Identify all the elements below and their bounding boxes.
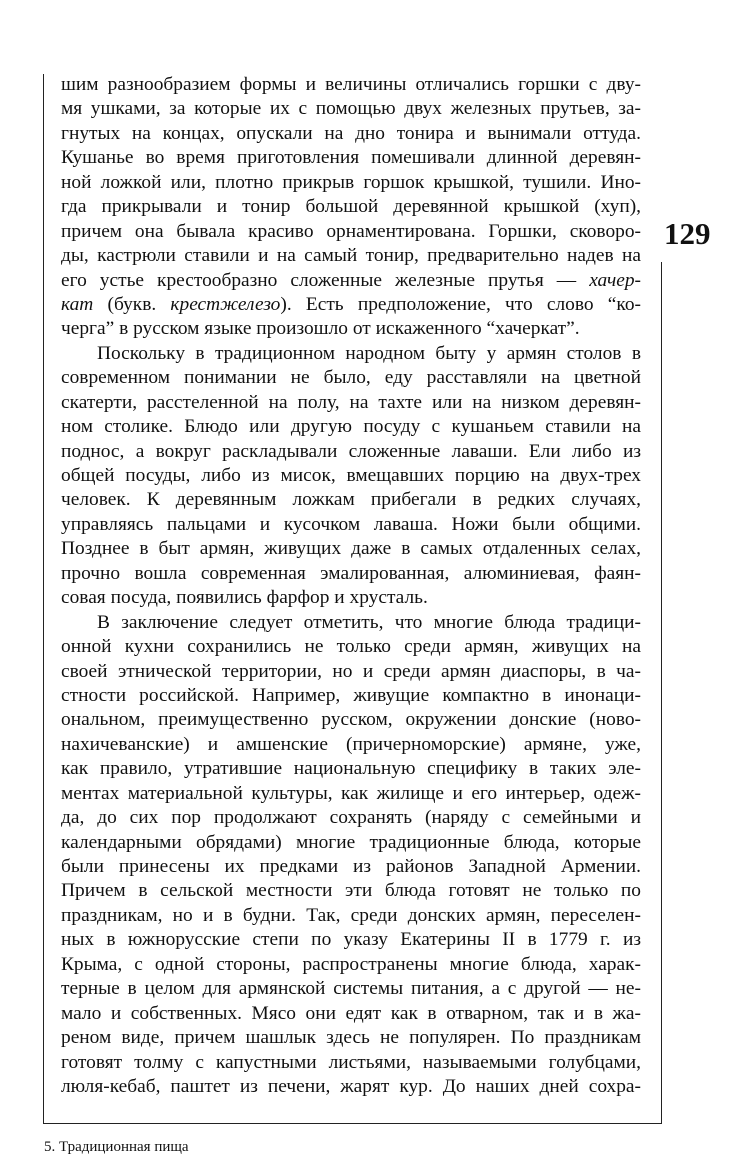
text-line: гда прикрывали и тонир большой деревянной крышкой (хуп), (61, 196, 641, 218)
text-line: онной кухни сохранились не только среди армян, живущих на (61, 636, 641, 658)
running-footer: 5. Традиционная пища (44, 1139, 189, 1155)
text-line: черга” в русском языке произошло от искаженного “хачеркат”. (61, 318, 580, 340)
text-line: праздникам, но и в будни. Так, среди донских армян, переселен- (61, 904, 641, 926)
text-line: Позднее в быт армян, живущих даже в самых отдаленных селах, (61, 538, 641, 560)
page-frame-right-rule (661, 262, 662, 1124)
text-line: шим разнообразием формы и величины отличались горшки с дву- (61, 74, 641, 95)
text-line: современном понимании не было, еду расставляли на цветной (61, 367, 641, 389)
text-line: ды, кастрюли ставили и на самый тонир, предварительно надев на (61, 245, 641, 267)
page-frame-left-rule (43, 74, 44, 1124)
text-line: да, до сих пор продолжают сохранять (наряду с семейными и (61, 807, 641, 829)
text-line: причем она бывала красиво орнаментирована. Горшки, сковоро- (61, 220, 641, 242)
text-line: поднос, а вокруг раскладывали сложенные лаваши. Ели либо из (61, 440, 641, 462)
page-number: 129 (664, 216, 711, 251)
text-line: Поскольку в традиционном народном быту у армян столов в (97, 342, 641, 364)
text-line: Причем в сельской местности эти блюда готовят не только по (61, 880, 641, 902)
text-line: люля-кебаб, паштет из печени, жарят кур. До наших дней сохра- (61, 1075, 641, 1097)
text-line: своей этнической территории, но и среди армян диаспоры, в ча- (61, 660, 641, 682)
text-line: терные в целом для армянской системы питания, а с другой — не- (61, 978, 641, 1000)
text-line: стности российской. Например, живущие компактно в инонаци- (61, 684, 641, 706)
text-line: В заключение следует отметить, что многие блюда традици- (97, 611, 641, 633)
text-line: ментах материальной культуры, как жилище и его интерьер, одеж- (61, 782, 641, 804)
text-line: кат (букв. крестжелезо). Есть предположение, что слово “ко- (61, 293, 641, 315)
text-line: общей посуды, либо из мисок, вмещавших порцию на двух-трех (61, 465, 641, 486)
text-line: ной ложкой или, плотно прикрыв горшок крышкой, тушили. Ино- (61, 171, 641, 193)
text-line: Кушанье во время приготовления помешивали длинной деревян- (61, 147, 641, 169)
text-line: ных в южнорусские степи по указу Екатерины II в 1779 г. из (61, 929, 641, 951)
text-line: совая посуда, появились фарфор и хрусталь. (61, 587, 428, 609)
text-line: ональном, преимущественно русском, окружении донские (ново- (61, 709, 641, 731)
text-line: мя ушками, за которые их с помощью двух железных прутьев, за- (61, 98, 641, 120)
text-line: были принесены их предками из районов Западной Армении. (61, 856, 641, 877)
body-text (61, 73, 641, 1099)
text-line: его устье крестообразно сложенные железные прутья — хачер- (61, 269, 641, 291)
text-line: человек. К деревянным ложкам прибегали в редких случаях, (61, 489, 641, 511)
text-line: реном виде, причем шашлык здесь не популярен. По праздникам (61, 1027, 641, 1049)
text-line: управляясь пальцами и кусочком лаваша. Ножи были общими. (61, 513, 641, 535)
text-line: календарными обрядами) многие традиционные блюда, которые (61, 831, 641, 853)
text-line: ном столике. Блюдо или другую посуду с кушаньем ставили на (61, 416, 641, 438)
page-frame-bottom-rule (43, 1123, 662, 1124)
text-line: нахичеванские) и амшенские (причерноморские) армяне, уже, (61, 733, 641, 755)
text-line: прочно вошла современная эмалированная, алюминиевая, фаян- (61, 562, 641, 584)
text-line: мало и собственных. Мясо они едят как в отварном, так и в жа- (61, 1002, 641, 1024)
text-line: гнутых на концах, опускали на дно тонира и вынимали оттуда. (61, 122, 641, 144)
text-line: как правило, утратившие национальную специфику в таких эле- (61, 758, 641, 780)
text-line: Крыма, с одной стороны, распространены многие блюда, харак- (61, 953, 641, 975)
text-line: готовят толму с капустными листьями, называемыми голубцами, (61, 1051, 641, 1073)
text-line: скатерти, расстеленной на полу, на тахте или на низком деревян- (61, 391, 641, 413)
